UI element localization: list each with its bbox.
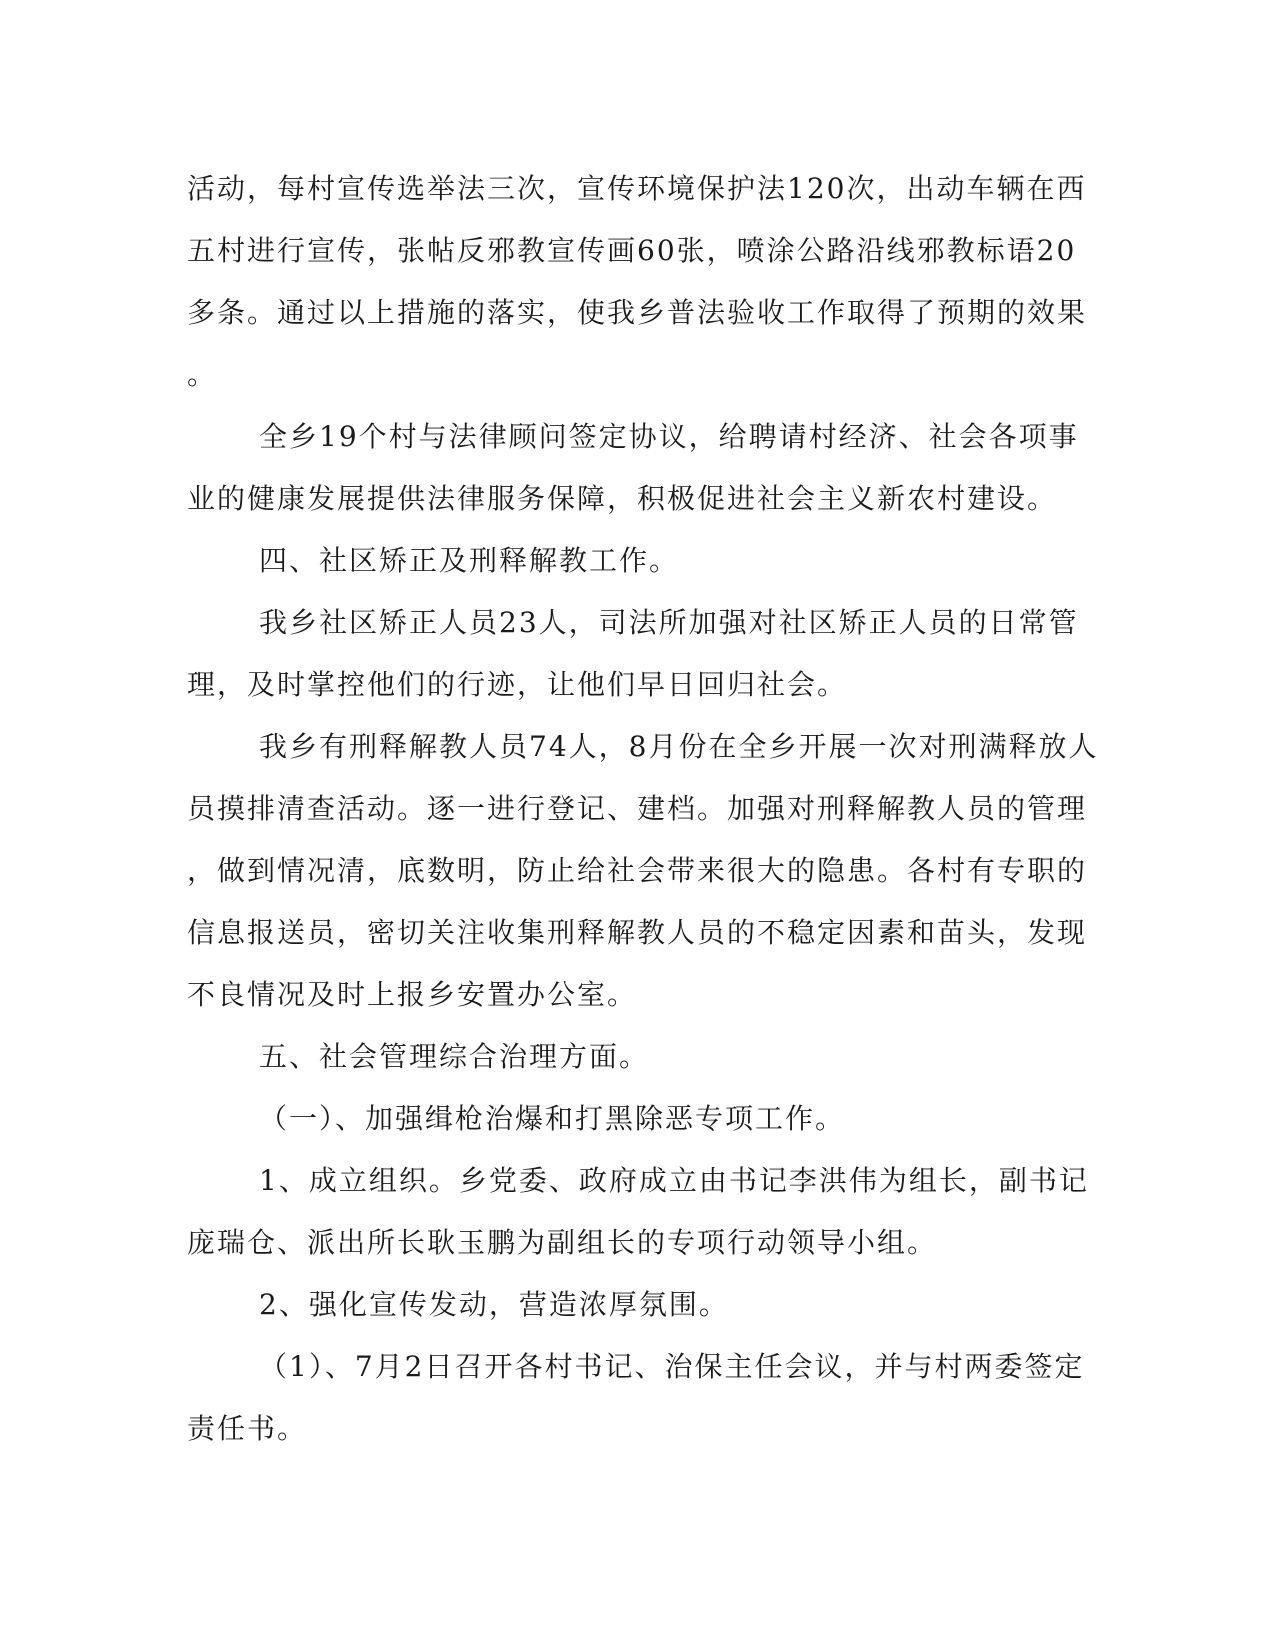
- section-heading: 五、社会管理综合治理方面。: [259, 1040, 650, 1073]
- text-line: 五村进行宣传，张帖反邪教宣传画60张，喷涂公路沿线邪教标语20: [187, 234, 1077, 267]
- text-line: 庞瑞仓、派出所长耿玉鹏为副组长的专项行动领导小组。: [187, 1226, 938, 1259]
- text-line: ，做到情况清，底数明，防止给社会带来很大的隐患。各村有专职的: [187, 854, 1088, 887]
- text-line: （1）、7月2日召开各村书记、治保主任会议，并与村两委签定: [259, 1350, 1085, 1383]
- text-line: 我乡有刑释解教人员74人，8月份在全乡开展一次对刑满释放人: [259, 730, 1099, 763]
- text-line: 全乡19个村与法律顾问签定协议，给聘请村经济、社会各项事: [259, 420, 1079, 453]
- text-line: 责任书。: [187, 1412, 308, 1445]
- text-line: 活动，每村宣传选举法三次，宣传环境保护法120次，出动车辆在西: [187, 172, 1087, 205]
- text-line: 2、强化宣传发动，营造浓厚氛围。: [259, 1288, 729, 1321]
- subsection-heading: （一）、加强缉枪治爆和打黑除恶专项工作。: [259, 1102, 846, 1135]
- text-line: 我乡社区矫正人员23人，司法所加强对社区矫正人员的日常管: [259, 606, 1079, 639]
- text-line: 信息报送员，密切关注收集刑释解教人员的不稳定因素和苗头，发现: [187, 916, 1088, 949]
- text-line: 多条。通过以上措施的落实，使我乡普法验收工作取得了预期的效果: [187, 296, 1088, 329]
- document-body: [187, 158, 1099, 1460]
- text-line: 业的健康发展提供法律服务保障，积极促进社会主义新农村建设。: [187, 482, 1058, 515]
- text-line: 不良情况及时上报乡安置办公室。: [187, 978, 638, 1011]
- text-line: 员摸排清查活动。逐一进行登记、建档。加强对刑释解教人员的管理: [187, 792, 1088, 825]
- text-line: 1、成立组织。乡党委、政府成立由书记李洪伟为组长，副书记: [259, 1164, 1089, 1197]
- text-line: 。: [187, 358, 218, 391]
- text-line: 理，及时掌控他们的行迹，让他们早日回归社会。: [187, 668, 848, 701]
- section-heading: 四、社区矫正及刑释解教工作。: [259, 544, 680, 577]
